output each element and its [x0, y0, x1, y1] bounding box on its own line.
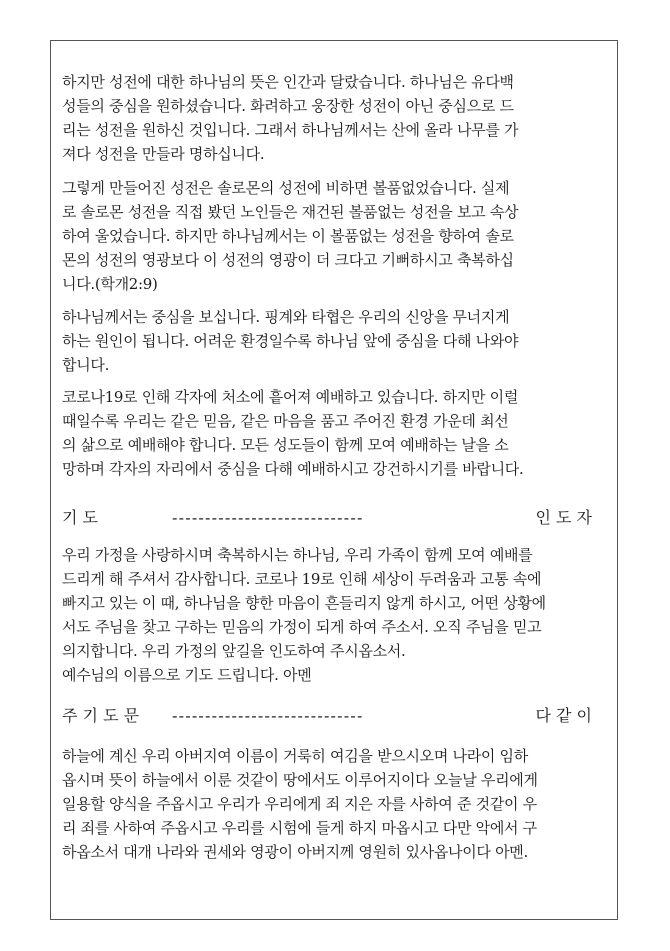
- text-line: 그렇게 만들어진 성전은 솔로몬의 성전에 비하면 볼품없었습니다. 실제: [62, 179, 510, 197]
- text-line: 합니다.: [62, 356, 110, 374]
- text-line: 로 솔로몬 성전을 직접 봤던 노인들은 재건된 볼품없는 성전을 보고 속상: [62, 203, 519, 221]
- sermon-paragraph-1: [62, 70, 590, 166]
- text-line: 리 죄를 사하여 주옵시고 우리를 시험에 들게 하지 마옵시고 다만 악에서 구: [62, 819, 537, 837]
- text-line: 옵시며 뜻이 하늘에서 이룬 것같이 땅에서도 이루어지이다 오늘날 우리에게: [62, 771, 538, 789]
- text-line: 망하며 각자의 자리에서 중심을 다해 예배하시고 강건하시기를 바랍니다.: [62, 460, 524, 478]
- lords-prayer-paragraph: [62, 744, 590, 864]
- text-line: 하지만 성전에 대한 하나님의 뜻은 인간과 달랐습니다. 하나님은 유다백: [62, 73, 514, 91]
- text-line: 예수님의 이름으로 기도 드립니다. 아멘: [62, 666, 312, 684]
- text-line: 하는 원인이 됩니다. 어려운 환경일수록 하나님 앞에 중심을 다해 나와야: [62, 332, 519, 350]
- text-line: 의 삶으로 예배해야 합니다. 모든 성도들이 함께 모여 예배하는 날을 소: [62, 436, 509, 454]
- text-line: 하옵소서 대개 나라와 권세와 영광이 아버지께 영원히 있사옵나이다 아멘.: [62, 843, 528, 861]
- text-line: 코로나19로 인해 각자에 처소에 흩어져 예배하고 있습니다. 하지만 이럴: [62, 388, 519, 406]
- text-line: 리는 성전을 원하신 것입니다. 그래서 하나님께서는 산에 올라 나무를 가: [62, 121, 519, 139]
- text-line: 니다.(학개2:9): [62, 275, 158, 293]
- prayer-heading: [62, 505, 592, 531]
- text-line: 져다 성전을 만들라 명하십니다.: [62, 145, 265, 163]
- text-line: 빠지고 있는 이 때, 하나님을 향한 마음이 흔들리지 않게 하시고, 어떤 상황에: [62, 594, 546, 612]
- sermon-paragraph-4: [62, 385, 590, 481]
- text-line: 몬의 성전의 영광보다 이 성전의 영광이 더 크다고 기뻐하시고 축복하십: [62, 251, 514, 269]
- sermon-paragraph-3: [62, 305, 590, 377]
- heading-divider: -----------------------------: [172, 508, 364, 527]
- text-line: 서도 주님을 찾고 구하는 믿음의 가정이 되게 하여 주소서. 오직 주님을 믿고: [62, 618, 542, 636]
- text-line: 하나님께서는 중심을 보십니다. 핑계와 타협은 우리의 신앙을 무너지게: [62, 308, 510, 326]
- sermon-paragraph-2: [62, 176, 590, 296]
- prayer-heading-title: 기 도: [62, 508, 98, 527]
- text-line: 성들의 중심을 원하셨습니다. 화려하고 웅장한 성전이 아닌 중심으로 드: [62, 97, 514, 115]
- text-line: 하여 울었습니다. 하지만 하나님께서는 이 볼품없는 성전을 향하여 솔로: [62, 227, 514, 245]
- prayer-heading-leader: 인 도 자: [535, 508, 592, 527]
- text-line: 일용할 양식을 주옵시고 우리가 우리에게 죄 지은 자를 사하여 준 것같이 우: [62, 795, 537, 813]
- text-line: 우리 가정을 사랑하시며 축복하시는 하나님, 우리 가족이 함께 모여 예배를: [62, 546, 533, 564]
- lords-prayer-heading-leader: 다 같 이: [535, 706, 592, 725]
- text-line: 때일수록 우리는 같은 믿음, 같은 마음을 품고 주어진 환경 가운데 최선: [62, 412, 509, 430]
- lords-prayer-heading: [62, 703, 592, 729]
- lords-prayer-heading-title: 주 기 도 문: [62, 706, 140, 725]
- text-line: 드리게 해 주셔서 감사합니다. 코로나 19로 인해 세상이 두려움과 고통 속에: [62, 570, 542, 588]
- heading-divider: -----------------------------: [172, 706, 364, 725]
- text-line: 의지합니다. 우리 가정의 앞길을 인도하여 주시옵소서.: [62, 642, 406, 660]
- prayer-paragraph: [62, 543, 590, 687]
- text-line: 하늘에 계신 우리 아버지여 이름이 거룩히 여김을 받으시오며 나라이 임하: [62, 747, 528, 765]
